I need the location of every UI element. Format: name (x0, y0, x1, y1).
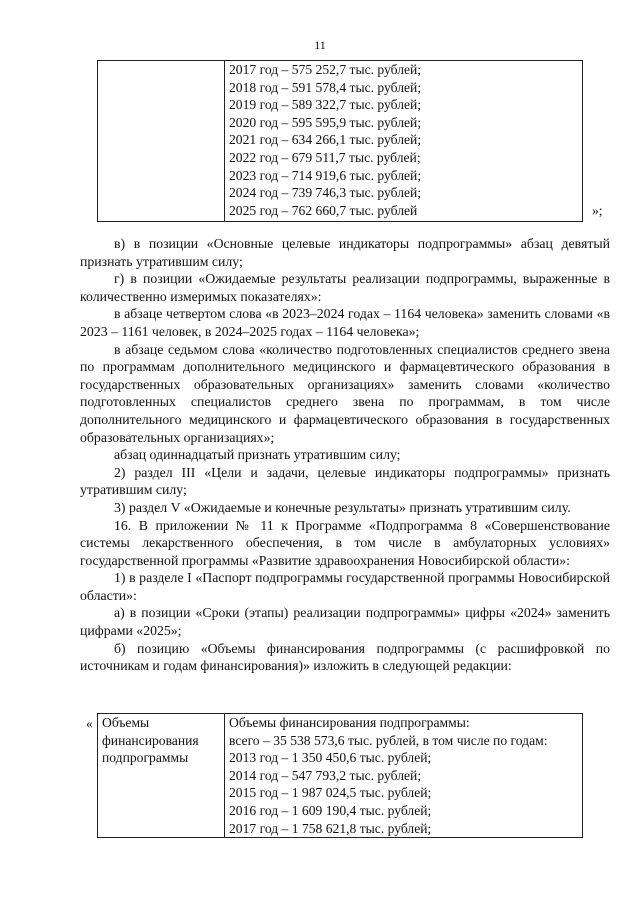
label-line: подпрограммы (102, 750, 189, 766)
closing-quote: »; (592, 203, 603, 218)
paragraph: 16. В приложении № 11 к Программе «Подпрограмма 8 «Совершенствование системы лекарственного обеспечения, в том числе в амбулаторных условиях» государственной программы «Развитие здравоохранения Новосибирской области»: (80, 517, 610, 568)
paragraph: 3) раздел V «Ожидаемые и конечные результаты» признать утратившим силу. (114, 499, 571, 515)
top-table-label-cell (98, 61, 225, 222)
top-table-line: 2022 год – 679 511,7 тыс. рублей; (229, 149, 421, 165)
bottom-table-line: 2013 год – 1 350 450,6 тыс. рублей; (229, 750, 432, 766)
paragraph: 1) в разделе I «Паспорт подпрограммы государственной программы Новосибирской области»: (80, 570, 610, 603)
top-table-value-cell (225, 61, 583, 222)
paragraph: в абзаце четвертом слова «в 2023–2024 годах – 1164 человека» заменить словами «в 2023 – 1161 человек, в 2024–2025 годах – 1164 человека»; (80, 306, 610, 339)
top-table-line: 2017 год – 575 252,7 тыс. рублей; (229, 62, 422, 77)
paragraph: абзац одиннадцатый признать утратившим силу; (114, 447, 401, 463)
paragraph: в) в позиции «Основные целевые индикаторы подпрограммы» абзац девятый признать утратившим силу; (80, 236, 610, 269)
top-table-line: 2025 год – 762 660,7 тыс. рублей (229, 202, 418, 218)
paragraph: г) в позиции «Ожидаемые результаты реализации подпрограммы, выраженные в количественно измеримых показателях»: (80, 271, 610, 304)
top-table-line: 2021 год – 634 266,1 тыс. рублей; (229, 132, 422, 148)
paragraph: б) позицию «Объемы финансирования подпрограммы (с расшифровкой по источникам и годам финансирования)» изложить в следующей редакции: (80, 640, 610, 674)
amendment-text (80, 235, 610, 675)
top-funding-table (97, 60, 583, 222)
bottom-table-line: Объемы финансирования подпрограммы: (229, 715, 470, 730)
bottom-table-line: всего – 35 538 573,6 тыс. рублей, в том числе по годам: (229, 732, 548, 748)
top-table-line: 2018 год – 591 578,4 тыс. рублей; (229, 79, 422, 95)
label-line: Объемы (102, 715, 150, 730)
bottom-table-line: 2017 год – 1 758 621,8 тыс. рублей; (229, 820, 432, 836)
label-line: финансирования (102, 732, 199, 748)
bottom-table-line: 2015 год – 1 987 024,5 тыс. рублей; (229, 785, 432, 801)
top-table-line: 2023 год – 714 919,6 тыс. рублей; (229, 167, 422, 183)
bottom-table-label-cell (98, 714, 225, 838)
bottom-table-line: 2016 год – 1 609 190,4 тыс. рублей; (229, 802, 432, 818)
bottom-table-value-cell (225, 714, 583, 838)
bottom-table-line: 2014 год – 547 793,2 тыс. рублей; (229, 767, 422, 783)
paragraph: а) в позиции «Сроки (этапы) реализации подпрограммы» цифры «2024» заменить цифрами «2025»; (80, 605, 610, 639)
paragraph: 2) раздел III «Цели и задачи, целевые индикаторы подпрограммы» признать утратившим силу; (80, 464, 610, 498)
top-table-line: 2024 год – 739 746,3 тыс. рублей; (229, 185, 422, 201)
top-table-line: 2020 год – 595 595,9 тыс. рублей; (229, 114, 422, 130)
opening-quote: « (86, 716, 93, 731)
bottom-funding-table (97, 713, 583, 838)
page-number: 11 (314, 38, 326, 52)
paragraph: в абзаце седьмом слова «количество подготовленных специалистов среднего звена по программам дополнительного медицинского и фармацевтического образования в государственных образовательных организациях» заменить словами «количество подготовленных специалистов среднего звена по программам, в том числе дополнительного медицинского и фармацевтического образования в государственных образовательных организациях»; (80, 341, 610, 445)
top-table-line: 2019 год – 589 322,7 тыс. рублей; (229, 97, 422, 113)
